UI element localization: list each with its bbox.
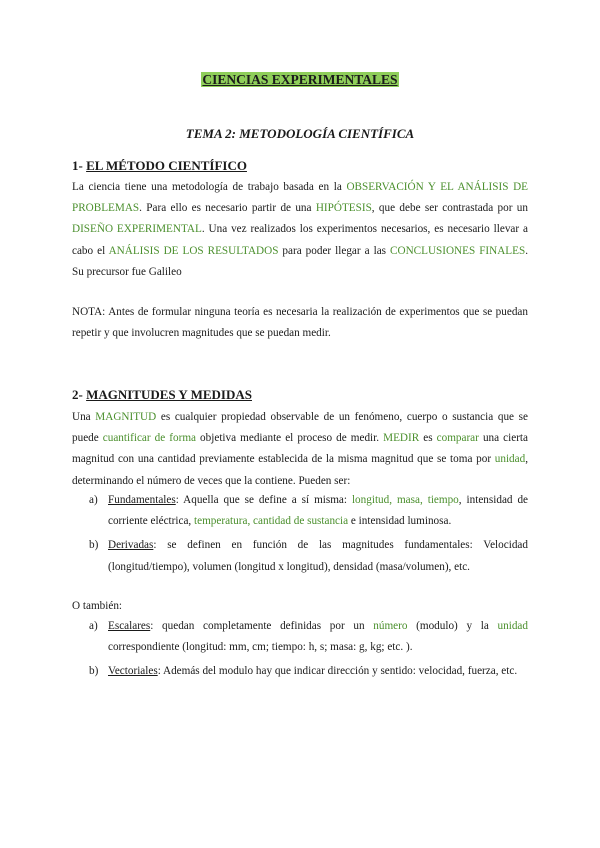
highlight-term: MEDIR xyxy=(383,432,420,445)
list-item-derivadas: b) Derivadas: se definen en función de las magnitudes fundamentales: Velocidad (longitud/tiempo), volumen (longitud x longitud), densidad (masa/volumen), etc. xyxy=(89,539,528,573)
highlight-term: número xyxy=(373,620,408,632)
note-paragraph: NOTA: Antes de formular ninguna teoría es necesaria la realización de experimentos que se puedan repetir y que involucren magnitudes que se puedan medir. xyxy=(72,306,528,340)
highlight-term: longitud, masa, tiempo xyxy=(351,494,459,506)
highlight-term: unidad xyxy=(494,453,526,466)
scalar-vector-list xyxy=(89,616,528,683)
list-item-vectoriales: b) Vectoriales: Además del modulo hay que indicar dirección y sentido: velocidad, fuerza, etc. xyxy=(89,665,518,678)
highlight-term: cuantificar de forma xyxy=(102,432,196,445)
section-heading-magnitudes: 2- MAGNITUDES Y MEDIDAS xyxy=(72,387,252,402)
highlight-term: temperatura, cantidad de sustancia xyxy=(194,515,349,528)
highlight-term: OBSERVACIÓN Y EL ANÁLISIS DE PROBLEMAS xyxy=(72,181,529,215)
highlight-term: comparar xyxy=(436,432,479,445)
also-label: O también: xyxy=(72,600,123,612)
list-item-escalares: a) Escalares: quedan completamente definidas por un número (modulo) y la unidad correspondiente (longitud: mm, cm; tiempo: h, s; masa: g, kg; etc. ). xyxy=(89,620,528,654)
highlight-term: ANÁLISIS DE LOS RESULTADOS xyxy=(108,244,279,257)
highlight-term: CONCLUSIONES FINALES xyxy=(390,244,526,257)
document-subtitle: TEMA 2: METODOLOGÍA CIENTÍFICA xyxy=(185,126,415,141)
highlight-term: unidad xyxy=(497,620,528,632)
paragraph-magnitudes: Una MAGNITUD es cualquier propiedad observable de un fenómeno, cuerpo o sustancia que se puede cuantificar de forma objetiva mediante el proceso de medir. MEDIR es comparar una cierta magnitud con una cantidad previamente establecida de la misma magnitud que se toma por unidad, determinando el número de veces que la contiene. Pueden ser: xyxy=(72,411,528,487)
highlight-term: HIPÓTESIS xyxy=(315,202,372,215)
highlight-term: MAGNITUD xyxy=(95,411,157,423)
list-item-fundamentales: a) Fundamentales: Aquella que se define a sí misma: longitud, masa, tiempo, intensidad de corriente eléctrica, temperatura, cantidad de sustancia e intensidad luminosa. xyxy=(89,494,528,528)
paragraph-metodo: La ciencia tiene una metodología de trabajo basada en la OBSERVACIÓN Y EL ANÁLISIS DE PROBLEMAS. Para ello es necesario partir de una HIPÓTESIS, que debe ser contrastada por un DISEÑO EXPERIMENTAL. Una vez realizados los experimentos necesarios, es necesario llevar a cabo el ANÁLISIS DE LOS RESULTADOS para poder llegar a las CONCLUSIONES FINALES. Su precursor fue Galileo xyxy=(72,181,529,278)
highlight-term: DISEÑO EXPERIMENTAL xyxy=(72,223,202,236)
document-title: CIENCIAS EXPERIMENTALES xyxy=(202,72,398,87)
magnitude-types-list xyxy=(89,490,528,578)
section-heading-metodo: 1- EL MÉTODO CIENTÍFICO xyxy=(72,158,247,173)
